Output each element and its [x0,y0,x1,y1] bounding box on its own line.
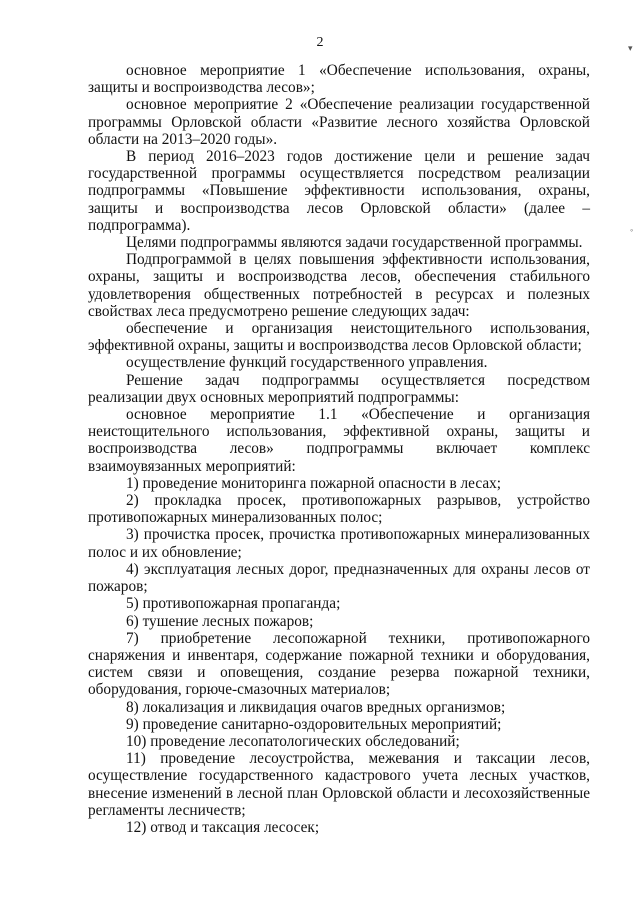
list-item: 9) проведение санитарно-оздоровительных мероприятий; [126,715,502,733]
paragraph: В период 2016–2023 годов достижение цели и решение задач государственной программы осуществляется посредством реализации подпрограммы «Повышение эффективности использования, охраны, защиты и воспроизводства лесов Орловской области» (далее – подпрограмма). [88,148,590,234]
list-item: 10) проведение лесопатологических обследований; [126,732,460,750]
list-item: 4) эксплуатация лесных дорог, предназначенных для охраны лесов от пожаров; [88,560,590,596]
paragraph: основное мероприятие 1.1 «Обеспечение и организация неистощительного использования, эффективной охраны, защиты и воспроизводства лесов» подпрограммы включает комплекс взаимоувязанных мероприятий: [88,406,590,475]
scan-mark: ▾ [628,43,633,53]
paragraph: Целями подпрограммы являются задачи государственной программы. [126,234,583,252]
paragraph: осуществление функций государственного управления. [126,354,488,372]
list-item: 12) отвод и таксация лесосек; [126,818,320,836]
paragraph: основное мероприятие 2 «Обеспечение реализации государственной программы Орловской области «Развитие лесного хозяйства Орловской области на 2013–2020 годы». [88,96,590,148]
scan-mark: ◦ [630,225,634,235]
list-item: 3) прочистка просек, прочистка противопожарных минерализованных полос и их обновление; [88,526,590,561]
paragraph: Подпрограммой в целях повышения эффективности использования, охраны, защиты и воспроизводства лесов, обеспечения стабильного удовлетворения общественных потребностей в ресурсах и полезных свойствах леса предусмотрено решение следующих задач: [88,251,590,320]
list-item: 11) проведение лесоустройства, межевания и таксации лесов, осуществление государственного кадастрового учета лесных участков, внесение изменений в лесной план Орловской области и лесохозяйственные регламенты лесничеств; [88,750,590,819]
list-item: 2) прокладка просек, противопожарных разрывов, устройство противопожарных минерализованных полос; [88,492,590,527]
list-item: 6) тушение лесных пожаров; [126,612,314,630]
list-item: 1) проведение мониторинга пожарной опасности в лесах; [126,474,502,492]
paragraph: Решение задач подпрограммы осуществляется посредством реализации двух основных мероприятий подпрограммы: [88,371,590,406]
document-body [88,62,590,836]
page-number: 2 [316,35,324,50]
list-item: 8) локализация и ликвидация очагов вредных организмов; [126,698,506,716]
list-item: 5) противопожарная пропаганда; [126,595,341,613]
paragraph: обеспечение и организация неистощительного использования, эффективной охраны, защиты и воспроизводства лесов Орловской области; [88,320,590,355]
paragraph: основное мероприятие 1 «Обеспечение использования, охраны, защиты и воспроизводства лесов»; [88,62,590,97]
list-item: 7) приобретение лесопожарной техники, противопожарного снаряжения и инвентаря, содержание пожарной техники и оборудования, систем связи и оповещения, создание резерва пожарной техники, оборудования, горюче-смазочных материалов; [88,629,590,699]
